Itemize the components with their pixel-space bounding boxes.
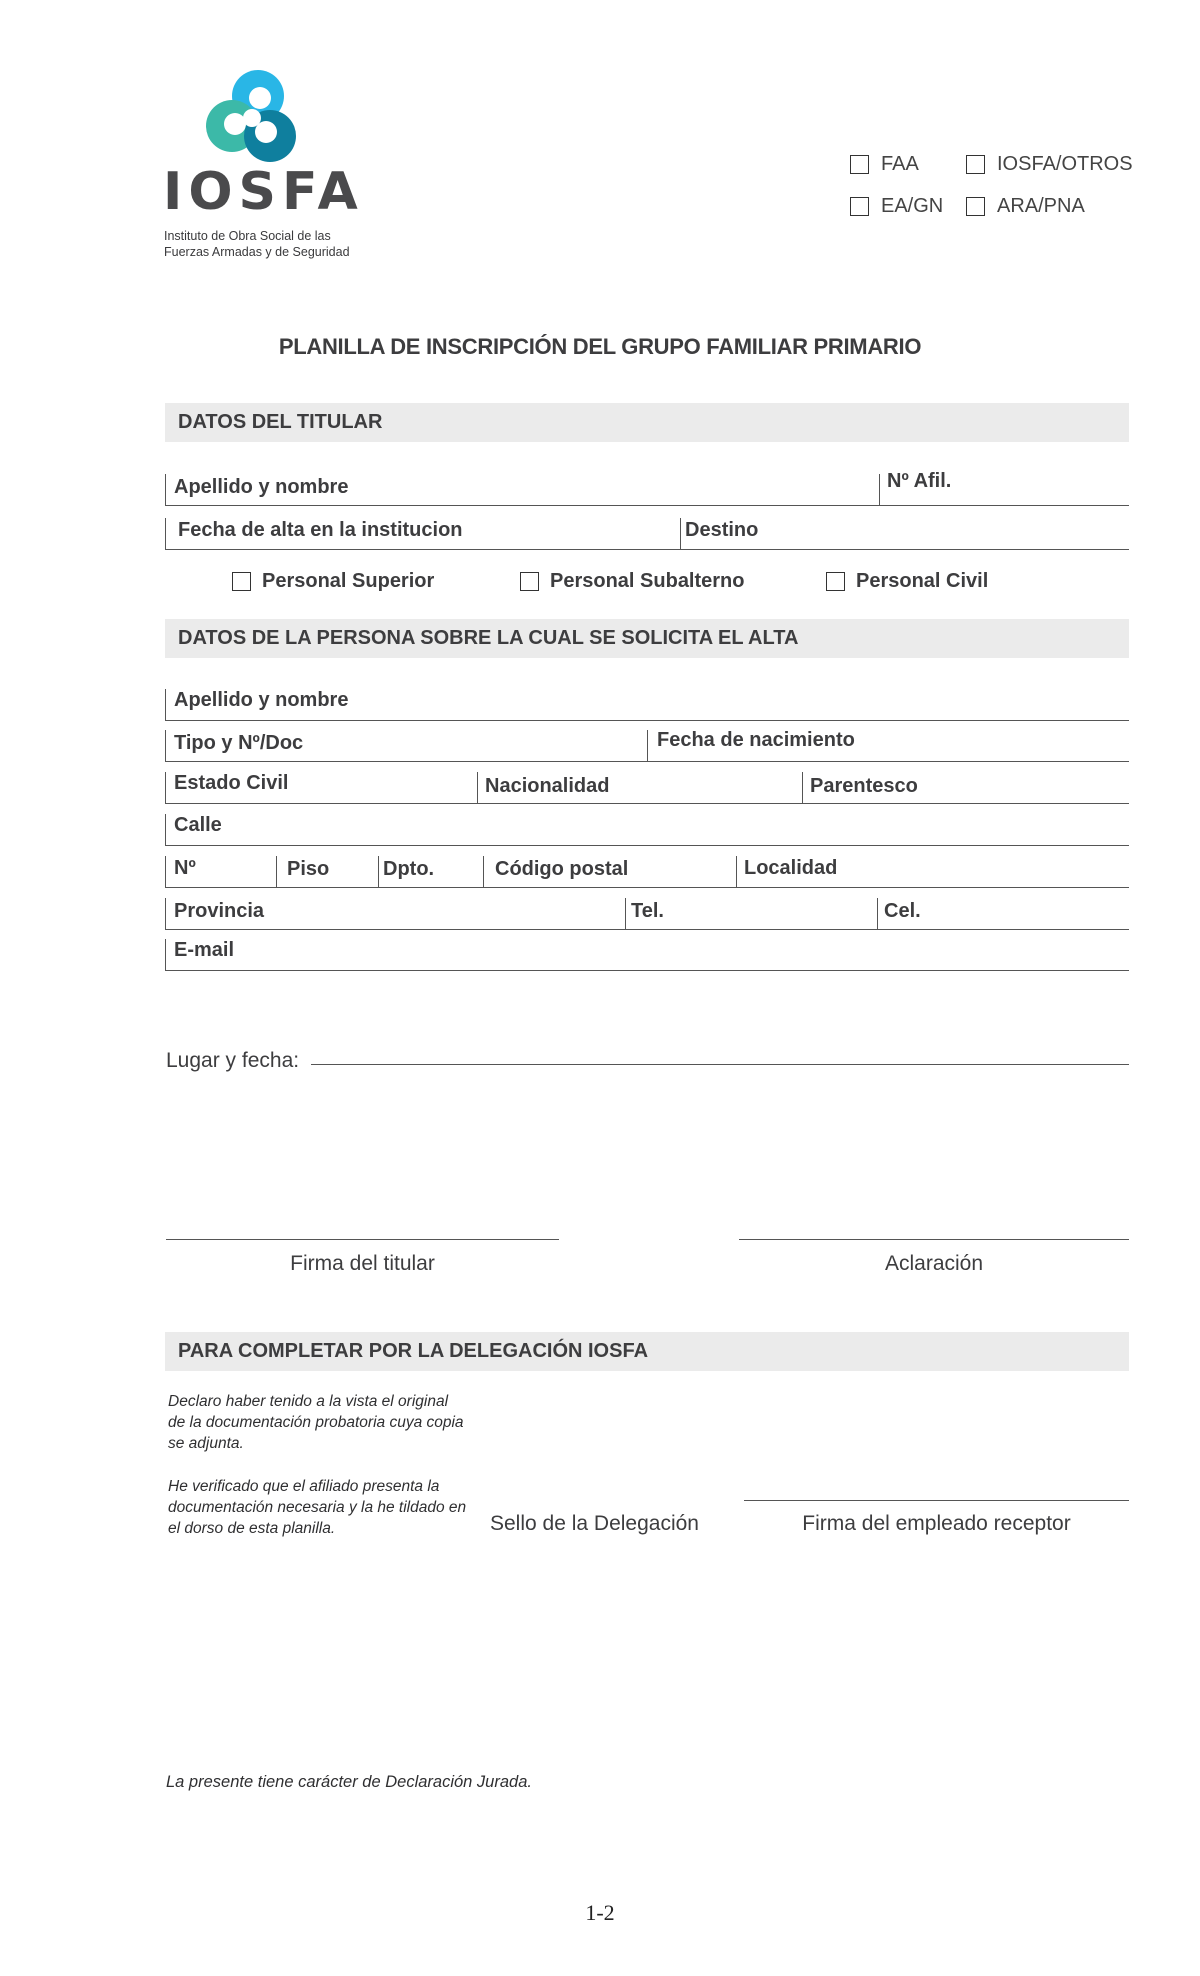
checkbox-iosfa-otros[interactable] (966, 155, 985, 174)
aclaracion-label: Aclaración (884, 1252, 984, 1275)
section-header-titular (165, 403, 1129, 442)
option-ea-gn-label: EA/GN (881, 195, 944, 217)
option-iosfa-otros[interactable] (966, 153, 1133, 176)
persona-dpto-field[interactable]: Dpto. (383, 858, 435, 880)
persona-row-doc (165, 730, 1129, 762)
option-personal-subalterno-label: Personal Subalterno (550, 570, 745, 592)
option-faa[interactable] (850, 153, 919, 176)
titular-row-name (165, 470, 1129, 506)
sello-delegacion-label: Sello de la Delegación (490, 1512, 699, 1535)
delegacion-note-2: He verificado que el afiliado presenta la documentación necesaria y la he tildado en el dorso de esta planilla. (168, 1478, 467, 1537)
form-title: PLANILLA DE INSCRIPCIÓN DEL GRUPO FAMILIAR PRIMARIO (278, 334, 922, 359)
checkbox-personal-superior[interactable] (232, 572, 251, 591)
iosfa-logo-icon (202, 66, 306, 170)
checkbox-personal-subalterno[interactable] (520, 572, 539, 591)
page-number: 1-2 (585, 1900, 615, 1925)
persona-localidad-field[interactable]: Localidad (744, 857, 838, 879)
persona-tipo-doc-field[interactable]: Tipo y Nº/Doc (174, 732, 304, 754)
section-delegacion-heading: PARA COMPLETAR POR LA DELEGACIÓN IOSFA (178, 1340, 649, 1362)
option-faa-label: FAA (881, 153, 919, 175)
lugar-fecha-line[interactable] (311, 1064, 1129, 1065)
lugar-fecha-label: Lugar y fecha: (166, 1049, 300, 1072)
option-iosfa-otros-label: IOSFA/OTROS (997, 153, 1133, 175)
section-persona-heading: DATOS DE LA PERSONA SOBRE LA CUAL SE SOLICITA EL ALTA (178, 627, 799, 649)
titular-destino-field[interactable]: Destino (685, 519, 759, 541)
persona-codigo-postal-field[interactable]: Código postal (495, 858, 629, 880)
option-personal-subalterno[interactable] (520, 570, 745, 593)
firma-empleado-label: Firma del empleado receptor (802, 1512, 1071, 1535)
logo-wordmark: IOSFA (163, 162, 364, 222)
logo-subtitle-line2: Fuerzas Armadas y de Seguridad (164, 245, 350, 259)
firma-titular-label: Firma del titular (290, 1252, 435, 1275)
aclaracion-line[interactable] (739, 1239, 1129, 1240)
section-header-delegacion (165, 1332, 1129, 1371)
persona-row-name (165, 689, 1129, 721)
titular-afil-field[interactable]: Nº Afil. (887, 470, 952, 492)
checkbox-ara-pna[interactable] (966, 197, 985, 216)
firma-titular-line[interactable] (166, 1239, 559, 1240)
persona-row-email (165, 939, 1129, 971)
persona-provincia-field[interactable]: Provincia (174, 900, 265, 922)
logo-subtitle-line1: Instituto de Obra Social de las (164, 229, 331, 243)
persona-parentesco-field[interactable]: Parentesco (810, 775, 918, 797)
persona-row-civil (165, 772, 1129, 804)
option-personal-civil[interactable] (826, 570, 988, 593)
option-personal-civil-label: Personal Civil (856, 570, 989, 592)
persona-fecha-nac-field[interactable]: Fecha de nacimiento (657, 729, 855, 751)
option-ara-pna-label: ARA/PNA (997, 195, 1085, 217)
persona-apellido-field[interactable]: Apellido y nombre (174, 689, 349, 711)
persona-row-contact (165, 898, 1129, 930)
section-header-persona (165, 619, 1129, 658)
option-personal-superior[interactable] (232, 570, 434, 593)
persona-estado-civil-field[interactable]: Estado Civil (174, 772, 289, 794)
option-ea-gn[interactable] (850, 195, 943, 218)
persona-calle-field[interactable]: Calle (174, 814, 222, 836)
persona-nacionalidad-field[interactable]: Nacionalidad (485, 775, 610, 797)
persona-piso-field[interactable]: Piso (287, 858, 330, 880)
persona-row-calle (165, 814, 1129, 846)
checkbox-ea-gn[interactable] (850, 197, 869, 216)
option-personal-superior-label: Personal Superior (262, 570, 435, 592)
checkbox-personal-civil[interactable] (826, 572, 845, 591)
declaracion-jurada-note: La presente tiene carácter de Declaración Jurada. (166, 1773, 532, 1791)
section-titular-heading: DATOS DEL TITULAR (178, 411, 383, 433)
persona-tel-field[interactable]: Tel. (631, 900, 664, 922)
persona-numero-field[interactable]: Nº (174, 857, 196, 879)
option-ara-pna[interactable] (966, 195, 1085, 218)
persona-cel-field[interactable]: Cel. (884, 900, 921, 922)
titular-row-alta (165, 518, 1129, 550)
firma-empleado-line[interactable] (744, 1500, 1129, 1501)
persona-row-address (165, 856, 1129, 888)
titular-fecha-alta-field[interactable]: Fecha de alta en la institucion (178, 519, 463, 541)
checkbox-faa[interactable] (850, 155, 869, 174)
titular-apellido-field[interactable]: Apellido y nombre (174, 476, 349, 498)
delegacion-note-1: Declaro haber tenido a la vista el original de la documentación probatoria cuya copia se adjunta. (168, 1393, 464, 1452)
persona-email-field[interactable]: E-mail (174, 939, 235, 961)
